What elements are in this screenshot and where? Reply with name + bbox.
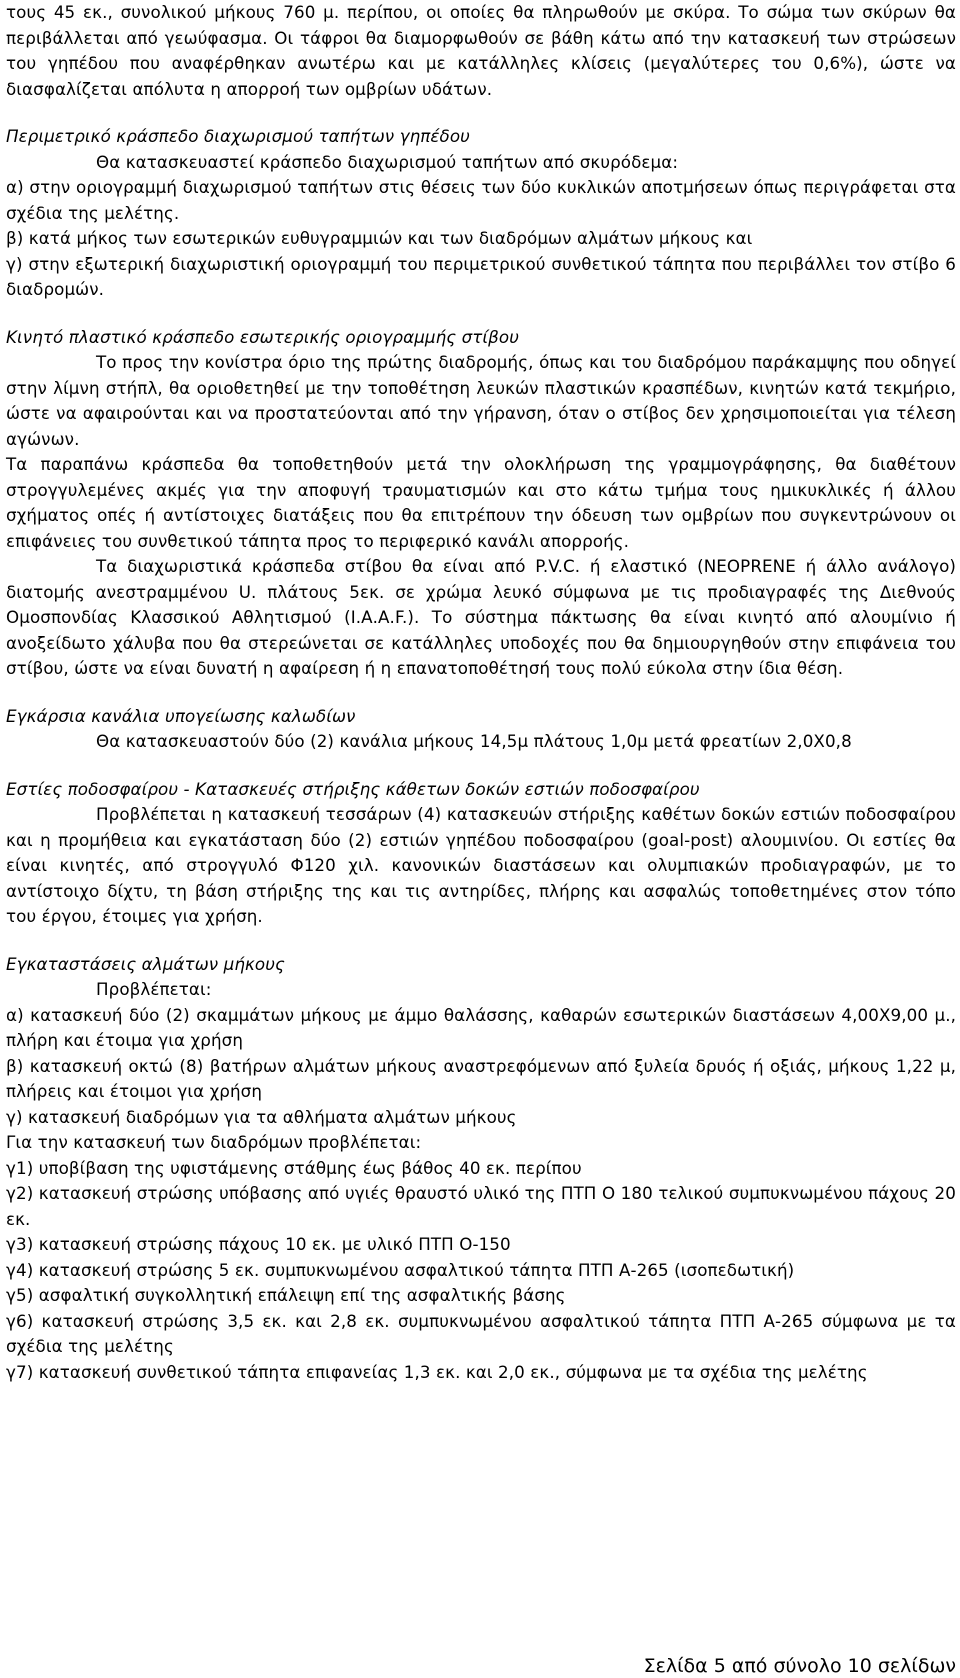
document-page xyxy=(6,0,956,1385)
spacer xyxy=(6,303,956,325)
curb-item-c: γ) στην εξωτερική διαχωριστική οριογραμμή του περιμετρικού συνθετικού τάπητα που περιβάλλει τον στίβο 6 διαδρομών. xyxy=(6,253,956,299)
section-heading-cable-channels: Εγκάρσια κανάλια υπογείωσης καλωδίων xyxy=(6,705,356,726)
spacer xyxy=(6,102,956,124)
list-item: γ2) κατασκευή στρώσης υπόβασης από υγιές θραυστό υλικό της ΠΤΠ Ο 180 τελικού συμπυκνωμένου πάχους 20 εκ. xyxy=(6,1183,956,1229)
plastic-curb-paragraph-1: Το προς την κονίστρα όριο της πρώτης διαδρομής, όπως και του διαδρόμου παράκαμψης που οδηγεί στην λίμνη στήπλ, θα οριοθετηθεί με την τοποθέτηση λευκών πλαστικών κρασπέδων, κινητών κατά τεκμήριο, ώστε να αφαιρούνται και να προστατεύονται από την γήρανση, όταν ο στίβος δεν χρησιμοποιείται για τέλεση αγώνων. xyxy=(6,352,956,449)
list-item: α) κατασκευή δύο (2) σκαμμάτων μήκους με άμμο θαλάσσης, καθαρών εσωτερικών διαστάσεων 4,00Χ9,00 μ., πλήρη και έτοιμα για χρήση xyxy=(6,1004,956,1050)
plastic-curb-paragraph-2: Τα παραπάνω κράσπεδα θα τοποθετηθούν μετά την ολοκλήρωση της γραμμογράφησης, θα διαθέτουν στρογγυλεμένες ακμές για την αποφυγή τραυματισμών και στο κάτω τμήμα τους ημικυκλικές ή άλλου σχήματος οπές ή αντίστοιχες διατάξεις που θα επιτρέπουν την όδευση των ομβρίων που συγκεντρώνουν οι επιφάνειες του συνθετικού τάπητα προς το περιφερικό κανάλι απορροής. xyxy=(6,454,956,551)
curb-item-b: β) κατά μήκος των εσωτερικών ευθυγραμμιών και των διαδρόμων αλμάτων μήκους και xyxy=(6,228,753,248)
list-item: γ1) υποβίβαση της υφιστάμενης στάθμης έως βάθος 40 εκ. περίπου xyxy=(6,1157,582,1178)
spacer xyxy=(6,682,956,704)
spacer xyxy=(6,930,956,952)
list-item: γ4) κατασκευή στρώσης 5 εκ. συμπυκνωμένου ασφαλτικού τάπητα ΠΤΠ Α-265 (ισοπεδωτική) xyxy=(6,1259,795,1280)
curb-item-a: α) στην οριογραμμή διαχωρισμού ταπήτων στις θέσεις των δύο κυκλικών αποτμήσεων όπως περιγράφεται στα σχέδια της μελέτης. xyxy=(6,177,956,223)
list-item: γ6) κατασκευή στρώσης 3,5 εκ. και 2,8 εκ. συμπυκνωμένου ασφαλτικού τάπητα ΠΤΠ Α-265 σύμφωνα με τα σχέδια της μελέτης xyxy=(6,1310,956,1356)
spacer xyxy=(6,755,956,777)
long-jump-lead: Προβλέπεται: xyxy=(96,979,212,999)
list-item: β) κατασκευή οκτώ (8) βατήρων αλμάτων μήκους αναστρεφόμενων από ξυλεία δρυός ή οξιάς, μήκους 1,22 μ, πλήρεις και έτοιμοι για χρήση xyxy=(6,1055,956,1101)
list-item: γ7) κατασκευή συνθετικού τάπητα επιφανείας 1,3 εκ. και 2,0 εκ., σύμφωνα με τα σχέδια της μελέτης xyxy=(6,1361,868,1382)
list-item: γ5) ασφαλτική συγκολλητική επάλειψη επί της ασφαλτικής βάσης xyxy=(6,1285,566,1305)
football-goals-paragraph: Προβλέπεται η κατασκευή τεσσάρων (4) κατασκευών στήριξης καθέτων δοκών εστιών ποδοσφαίρου και η προμήθεια και εγκατάσταση δύο (2) εστιών γηπέδου ποδοσφαίρου (goal-post) αλουμινίου. Οι εστίες θα είναι κινητές, από στρογγυλό Φ120 χιλ. κανονικών διαστάσεων και ολυμπιακών προδιαγραφών, με το αντίστοιχο δίχτυ, τη βάση στήριξης της και τις αντηρίδες, πλήρης και ασφαλώς τοποθετημένες στον τόπο του έργου, έτοιμες για χρήση. xyxy=(6,804,956,926)
section-heading-football-goals: Εστίες ποδοσφαίρου - Κατασκευές στήριξης κάθετων δοκών εστιών ποδοσφαίρου xyxy=(6,778,700,799)
page-number-footer: Σελίδα 5 από σύνολο 10 σελίδων xyxy=(643,1655,956,1677)
section-heading-long-jump: Εγκαταστάσεις αλμάτων μήκους xyxy=(6,953,285,974)
list-item: Για την κατασκευή των διαδρόμων προβλέπεται: xyxy=(6,1132,422,1152)
plastic-curb-paragraph-3: Τα διαχωριστικά κράσπεδα στίβου θα είναι από P.V.C. ή ελαστικό (NEOPRENE ή άλλο ανάλογο) διατομής ανεστραμμένου U. πλάτους 5εκ. σε χρώμα λευκό σύμφωνα με τις προδιαγραφές της Διεθνούς Ομοσπονδίας Κλασσικού Αθλητισμού (Ι.Α.Α.F.). Το σύστημα πάκτωσης θα είναι κινητό από αλουμίνιο ή ανοξείδωτο χάλυβα που θα στερεώνεται σε κατάλληλες υποδοχές που θα δημιουργηθούν στην επιφάνεια του στίβου, ώστε να είναι δυνατή η αφαίρεση ή η επανατοποθέτησή τους πολύ εύκολα στην ίδια θέση. xyxy=(6,556,956,678)
section-heading-plastic-curb: Κινητό πλαστικό κράσπεδο εσωτερικής οριογραμμής στίβου xyxy=(6,326,519,347)
curb-lead: Θα κατασκευαστεί κράσπεδο διαχωρισμού ταπήτων από σκυρόδεμα: xyxy=(96,151,679,172)
intro-paragraph: τους 45 εκ., συνολικού μήκους 760 μ. περίπου, οι οποίες θα πληρωθούν με σκύρα. Το σώμα των σκύρων θα περιβάλλεται από γεωύφασμα. Οι τάφροι θα διαμορφωθούν σε βάθη κάτω από την κατασκευή των στρώσεων του γηπέδου που αναφέρθηκαν ανωτέρω και με κατάλληλες κλίσεις (μεγαλύτερες του 0,6%), ώστε να διασφαλίζεται απόλυτα η απορροή των ομβρίων υδάτων. xyxy=(6,2,956,99)
list-item: γ) κατασκευή διαδρόμων για τα αθλήματα αλμάτων μήκους xyxy=(6,1106,517,1127)
section-heading-curb: Περιμετρικό κράσπεδο διαχωρισμού ταπήτων γηπέδου xyxy=(6,126,470,146)
cable-channels-paragraph: Θα κατασκευαστούν δύο (2) κανάλια μήκους 14,5μ πλάτους 1,0μ μετά φρεατίων 2,0Χ0,8 xyxy=(96,731,852,751)
list-item: γ3) κατασκευή στρώσης πάχους 10 εκ. με υλικό ΠΤΠ Ο-150 xyxy=(6,1234,511,1254)
